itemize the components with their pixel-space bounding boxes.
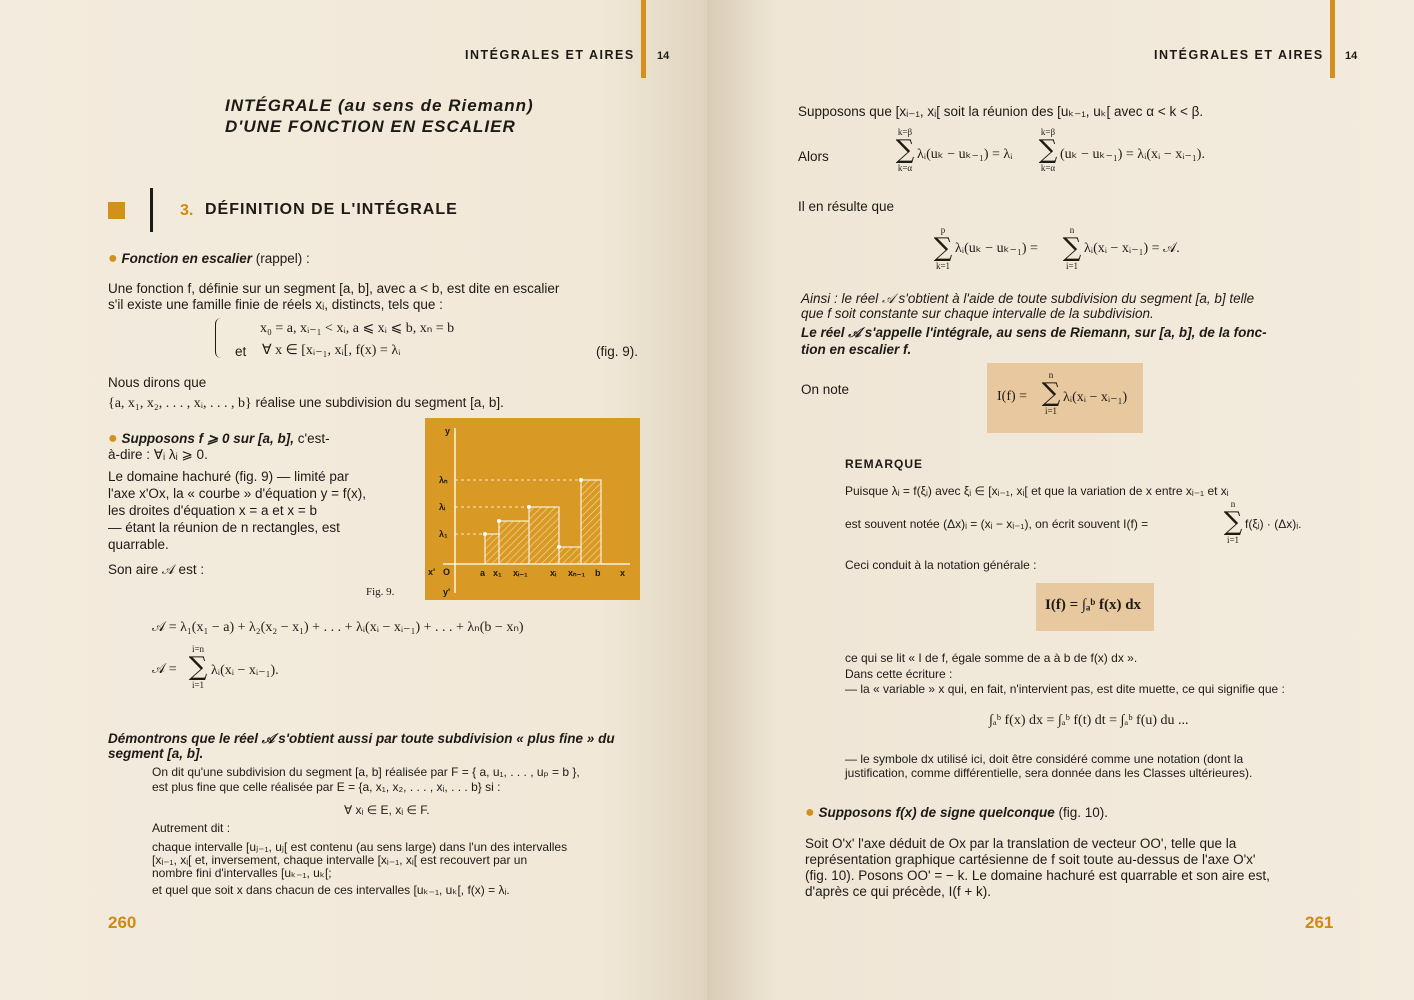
formula-part: λᵢ(uₖ − uₖ₋₁) = λᵢ: [917, 147, 1013, 162]
figure-9: [425, 418, 640, 600]
point: [483, 532, 487, 536]
text-line: Alors: [798, 149, 829, 164]
sigma-icon: ∑: [188, 652, 208, 682]
text-line: Supposons que [xᵢ₋₁, xᵢ[ soit la réunion des [uₖ₋₁, uₖ[ avec α < k < β.: [798, 104, 1204, 119]
sum-upper: i=n: [191, 644, 205, 654]
sum-upper: n: [1048, 370, 1054, 380]
page-subtitle: D'UNE FONCTION EN ESCALIER: [225, 117, 516, 136]
fig-label-xi: xᵢ: [550, 568, 557, 578]
formula-area: 𝒜 = λ₁(x₁ − a) + λ₂(x₂ − x₁) + . . . + λᵢ(xᵢ − xᵢ₋₁) + . . . + λₙ(b − xₙ): [152, 620, 524, 635]
sum-lower: i=1: [1226, 535, 1240, 545]
fig-label-b: b: [595, 568, 601, 578]
integral-definition-box: [987, 363, 1143, 433]
sigma-icon: ∑: [895, 135, 915, 165]
text-line: On note: [801, 382, 850, 397]
sum-upper: n: [1230, 499, 1236, 509]
system-brace: [215, 318, 222, 358]
text-line: nombre fini d'intervalles [uₖ₋₁, uₖ[;: [152, 866, 332, 880]
fig-label-xnm1: xₙ₋₁: [568, 568, 586, 578]
subdivision-set: {a, x₁, x₂, . . . , xᵢ, . . . , b}: [108, 396, 252, 411]
sigma-icon: ∑: [1041, 378, 1061, 408]
text-line: Soit O'x' l'axe déduit de Ox par la translation de vecteur OO', telle que la: [805, 836, 1237, 851]
remark-title: REMARQUE: [845, 457, 924, 471]
text-line: Il en résulte que: [798, 199, 895, 214]
text-line: l'axe x'Ox, la « courbe » d'équation y = f(x),: [108, 486, 366, 501]
text-line: On dit qu'une subdivision du segment [a, b] réalisée par F = { a, u₁, . . . , uₚ = b },: [152, 765, 580, 779]
point: [579, 478, 583, 482]
text-line: (fig. 10). Posons OO' = − k. Le domaine hachuré est quarrable et son aire est,: [805, 868, 1270, 883]
text-line: à-dire : ∀ᵢ λᵢ ⩾ 0.: [108, 447, 208, 462]
integral-notation-box: [1036, 583, 1154, 631]
formula-sum-lhs: 𝒜 =: [152, 662, 177, 677]
text-line: réalise une subdivision du segment [a, b].: [255, 395, 504, 410]
sum-lower: k=α: [1040, 163, 1056, 173]
formula-part: (uₖ − uₖ₋₁) = λᵢ(xᵢ − xᵢ₋₁).: [1060, 147, 1205, 162]
figure-caption: Fig. 9.: [366, 586, 395, 598]
text-line: les droites d'équation x = a et x = b: [108, 503, 317, 518]
fig-label-x: x: [620, 568, 626, 578]
text-line: Ceci conduit à la notation générale :: [845, 558, 1037, 572]
text-line: Autrement dit :: [152, 821, 231, 835]
running-header: INTÉGRALES ET AIRES: [1154, 48, 1324, 62]
text-line: f(ξᵢ) · (Δx)ᵢ.: [1245, 517, 1302, 531]
fig-label-lambda-n: λₙ: [439, 475, 448, 485]
text-line: [xᵢ₋₁, xᵢ[ et, inversement, chaque intervalle [xᵢ₋₁, xᵢ[ est recouvert par un: [152, 853, 528, 867]
fig-label-x1: x₁: [493, 568, 502, 578]
formula-part: λᵢ(uₖ − uₖ₋₁) =: [955, 241, 1038, 256]
bullet-tail: (rappel) :: [255, 251, 310, 266]
bullet-icon: ●: [108, 250, 118, 267]
text-line: Puisque λᵢ = f(ξᵢ) avec ξᵢ ∈ [xᵢ₋₁, xᵢ[ et que la variation de x entre xᵢ₋₁ et xᵢ: [845, 484, 1229, 498]
sum-upper: k=β: [1040, 127, 1056, 137]
bullet-icon: ●: [805, 804, 815, 821]
sum-lower: i=1: [1065, 261, 1079, 271]
running-header: INTÉGRALES ET AIRES: [465, 48, 635, 62]
step-rect: [529, 507, 559, 564]
sigma-icon: ∑: [1223, 507, 1243, 537]
sum-lower: k=α: [897, 163, 913, 173]
sum-upper: p: [940, 225, 946, 235]
text-line: segment [a, b].: [108, 746, 204, 761]
text-line: Démontrons que le réel 𝒜 s'obtient aussi par toute subdivision « plus fine » du: [108, 731, 615, 746]
box-body: λᵢ(xᵢ − xᵢ₋₁): [1063, 390, 1128, 405]
section-rule: [150, 188, 153, 232]
header-bar: [1330, 0, 1335, 78]
fig-label-xim1: xᵢ₋₁: [513, 568, 528, 578]
bullet-heading: Supposons f ⩾ 0 sur [a, b],: [121, 431, 295, 446]
text-line: est souvent notée (Δx)ᵢ = (xᵢ − xᵢ₋₁), on écrit souvent I(f) =: [845, 517, 1149, 531]
bullet-tail: (fig. 10).: [1058, 805, 1108, 820]
text-line: ∀ xᵢ ∈ E, xᵢ ∈ F.: [344, 803, 430, 817]
step-rect: [499, 521, 529, 564]
header-chapter-number: 14: [657, 50, 670, 62]
page-number: 260: [108, 913, 137, 932]
fig-label-xp: x': [428, 567, 436, 577]
bullet-heading: Supposons f(x) de signe quelconque: [818, 805, 1055, 820]
text-line: et quel que soit x dans chacun de ces intervalles [uₖ₋₁, uₖ[, f(x) = λᵢ.: [152, 883, 510, 897]
text-line: tion en escalier f.: [801, 342, 912, 357]
text-line: ce qui se lit « I de f, égale somme de a à b de f(x) dx ».: [845, 651, 1138, 665]
section-square-icon: [108, 202, 125, 219]
right-page: [707, 0, 1414, 1000]
text-line: Nous dirons que: [108, 375, 207, 390]
text-line: s'il existe une famille finie de réels xᵢ, distincts, tels que :: [108, 297, 443, 312]
box-lhs: I(f) =: [997, 389, 1028, 404]
header-bar: [641, 0, 646, 78]
section-number: 3.: [180, 202, 194, 219]
fig-label-a: a: [480, 568, 486, 578]
section-title: DÉFINITION DE L'INTÉGRALE: [205, 201, 458, 218]
header-chapter-number: 14: [1345, 50, 1358, 62]
text-line: représentation graphique cartésienne de f soit toute au-dessus de l'axe O'x': [805, 852, 1256, 867]
text-line: justification, comme différentielle, sera donnée dans les Classes ultérieures).: [845, 766, 1253, 780]
formula-part: λᵢ(xᵢ − xᵢ₋₁) = 𝒜.: [1084, 241, 1180, 256]
fig-label-yp: y': [443, 587, 451, 597]
sum-upper: k=β: [897, 127, 913, 137]
text-line: Dans cette écriture :: [845, 667, 953, 681]
bullet-tail: c'est-: [297, 431, 330, 446]
sum-lower: k=1: [935, 261, 951, 271]
sigma-icon: ∑: [1038, 135, 1058, 165]
text-line: Le réel 𝒜 s'appelle l'intégrale, au sens de Riemann, sur [a, b], de la fonc-: [801, 325, 1267, 340]
fig-label-lambda-1: λ₁: [439, 529, 448, 539]
text-line: quarrable.: [108, 537, 169, 552]
text-line: Son aire 𝒜 est :: [108, 562, 205, 577]
system-line: ∀ x ∈ [xᵢ₋₁, xᵢ[, f(x) = λᵢ: [262, 343, 401, 358]
system-and: et: [235, 344, 247, 359]
page-title: INTÉGRALE (au sens de Riemann): [225, 96, 534, 115]
fig-label-y: y: [445, 426, 451, 436]
sum-upper: n: [1069, 225, 1075, 235]
bullet-heading: Fonction en escalier: [121, 251, 252, 266]
sum-lower: i=1: [191, 680, 205, 690]
point: [527, 505, 531, 509]
text-line: que f soit constante sur chaque intervalle de la subdivision.: [801, 306, 1154, 321]
system-line: x₀ = a, xᵢ₋₁ < xᵢ, a ⩽ xᵢ ⩽ b, xₙ = b: [260, 321, 455, 336]
page-number: 261: [1305, 913, 1334, 932]
point: [497, 519, 501, 523]
fig-label-lambda-i: λᵢ: [439, 502, 446, 512]
formula-sum-body: λᵢ(xᵢ − xᵢ₋₁).: [211, 663, 279, 678]
figure-reference: (fig. 9).: [596, 344, 639, 359]
sigma-icon: ∑: [933, 233, 953, 263]
formula-dummy-variable: ∫ₐᵇ f(x) dx = ∫ₐᵇ f(t) dt = ∫ₐᵇ f(u) du ...: [989, 713, 1189, 728]
text-line: chaque intervalle [uⱼ₋₁, uⱼ[ est contenu (au sens large) dans l'un des intervalles: [152, 840, 568, 854]
text-line: d'après ce qui précède, I(f + k).: [805, 884, 992, 899]
fig-label-o: O: [443, 567, 451, 577]
text-line: — étant la réunion de n rectangles, est: [108, 520, 340, 535]
sum-lower: i=1: [1044, 406, 1058, 416]
text-line: est plus fine que celle réalisée par E = {a, x₁, x₂, . . . , xᵢ, . . . b} si :: [152, 780, 501, 794]
bullet-icon: ●: [108, 430, 118, 447]
text-line: Ainsi : le réel 𝒜 s'obtient à l'aide de toute subdivision du segment [a, b] telle: [801, 291, 1255, 306]
point: [557, 545, 561, 549]
step-rect: [559, 547, 581, 564]
text-line: — la « variable » x qui, en fait, n'intervient pas, est dite muette, ce qui signifie que :: [845, 682, 1285, 696]
text-line: Le domaine hachuré (fig. 9) — limité par: [108, 469, 349, 484]
step-rect: [581, 480, 601, 564]
sigma-icon: ∑: [1062, 233, 1082, 263]
box-integral: I(f) = ∫ₐᵇ f(x) dx: [1045, 597, 1142, 613]
step-rect: [485, 534, 499, 564]
text-line: — le symbole dx utilisé ici, doit être considéré comme une notation (dont la: [845, 752, 1244, 766]
text-line: Une fonction f, définie sur un segment [a, b], avec a < b, est dite en escalier: [108, 281, 560, 296]
